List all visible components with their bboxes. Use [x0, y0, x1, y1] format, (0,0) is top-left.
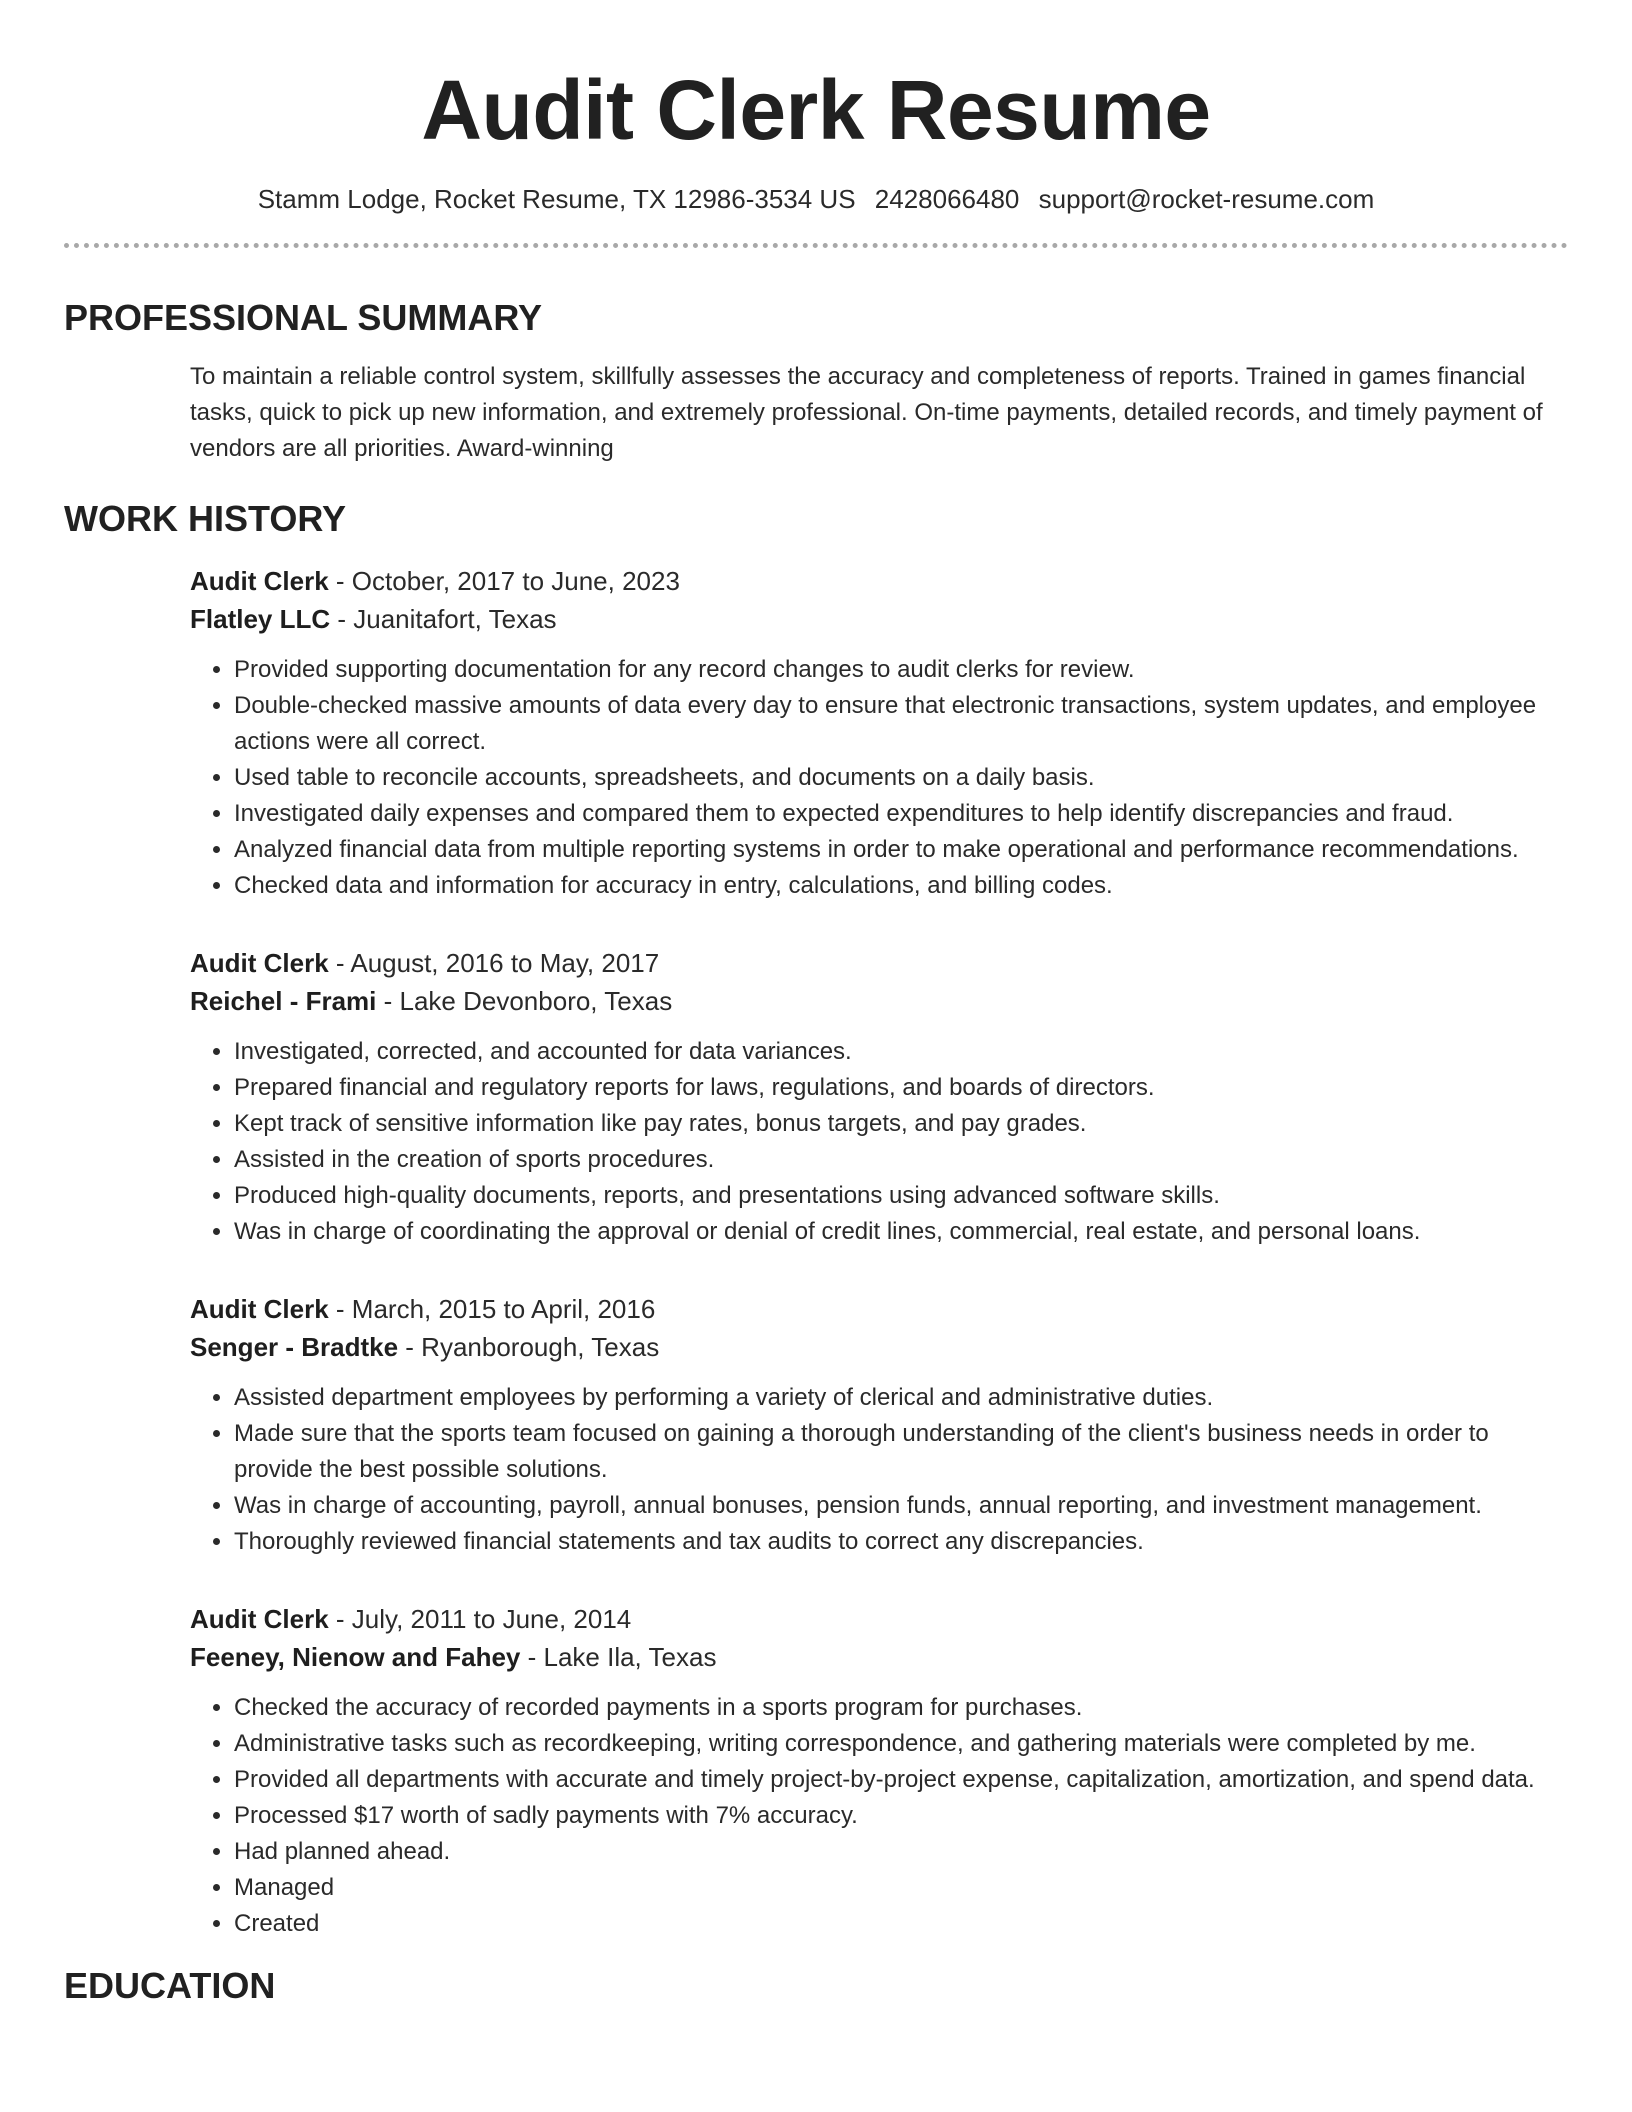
job-bullet: • Thoroughly reviewed financial statements and tax audits to correct any discrepancies. [234, 1524, 1568, 1560]
job-list [64, 562, 1568, 1942]
job-location: - Lake Ila, Texas [520, 1641, 717, 1672]
job-title-line [190, 1600, 1568, 1638]
job-bullets [190, 1690, 1568, 1942]
header-divider [64, 243, 1568, 248]
job-bullet: • Checked the accuracy of recorded payments in a sports program for purchases. [234, 1690, 1568, 1726]
job-title: Audit Clerk [190, 1603, 329, 1634]
job-bullet: • Administrative tasks such as recordkeeping, writing correspondence, and gathering materials were completed by me. [234, 1726, 1568, 1762]
job-dates: - March, 2015 to April, 2016 [328, 1293, 656, 1324]
job-company: Feeney, Nienow and Fahey [190, 1641, 521, 1672]
job-location: - Lake Devonboro, Texas [376, 985, 673, 1016]
work-history-heading: WORK HISTORY [64, 497, 347, 539]
job-bullet: • Was in charge of coordinating the approval or denial of credit lines, commercial, real estate, and personal loans. [234, 1214, 1568, 1250]
job-title: Audit Clerk [190, 947, 329, 978]
job-bullet: • Checked data and information for accuracy in entry, calculations, and billing codes. [234, 868, 1568, 904]
job-entry [190, 1290, 1568, 1560]
job-bullet: • Processed $17 worth of sadly payments with 7% accuracy. [234, 1798, 1568, 1834]
job-bullet: • Provided all departments with accurate and timely project-by-project expense, capitalization, amortization, and spend data. [234, 1762, 1568, 1798]
job-bullet: • Analyzed financial data from multiple reporting systems in order to make operational and performance recommendations. [234, 832, 1568, 868]
job-bullet: • Managed [234, 1870, 1568, 1906]
job-company-line [190, 1638, 1568, 1676]
job-company: Reichel - Frami [190, 985, 377, 1016]
job-bullets [190, 1380, 1568, 1560]
job-company-line [190, 600, 1568, 638]
job-title: Audit Clerk [190, 565, 329, 596]
resume-page [64, 0, 1568, 2007]
job-title: Audit Clerk [190, 1293, 329, 1324]
job-dates: - October, 2017 to June, 2023 [328, 565, 680, 596]
job-bullet: • Produced high-quality documents, reports, and presentations using advanced software skills. [234, 1178, 1568, 1214]
summary-heading: PROFESSIONAL SUMMARY [64, 296, 543, 338]
job-company-line [190, 1328, 1568, 1366]
job-dates: - July, 2011 to June, 2014 [328, 1603, 632, 1634]
education-heading: EDUCATION [64, 1964, 276, 2006]
job-bullet: • Double-checked massive amounts of data every day to ensure that electronic transactions, system updates, and employee actions were all correct. [234, 688, 1568, 760]
job-bullet: • Had planned ahead. [234, 1834, 1568, 1870]
job-title-line [190, 944, 1568, 982]
resume-title: Audit Clerk Resume [421, 63, 1211, 157]
summary-text: To maintain a reliable control system, skillfully assesses the accuracy and completeness of reports. Trained in games financial tasks, quick to pick up new information, and extremely professional. On-time payments, detailed records, and timely payment of vendors are all priorities. Award-winning [190, 362, 1543, 462]
job-bullets [190, 1034, 1568, 1250]
contact-line [64, 183, 1568, 217]
contact-address: Stamm Lodge, Rocket Resume, TX 12986-3534 US [257, 183, 856, 214]
job-entry [190, 562, 1568, 904]
job-company-line [190, 982, 1568, 1020]
job-bullet: • Provided supporting documentation for any record changes to audit clerks for review. [234, 652, 1568, 688]
job-title-line [190, 1290, 1568, 1328]
job-bullet: • Created [234, 1906, 1568, 1942]
job-bullet: • Investigated, corrected, and accounted for data variances. [234, 1034, 1568, 1070]
job-entry [190, 944, 1568, 1250]
job-bullet: • Was in charge of accounting, payroll, annual bonuses, pension funds, annual reporting, and investment management. [234, 1488, 1568, 1524]
contact-phone: 2428066480 [874, 183, 1020, 214]
job-bullet: • Kept track of sensitive information like pay rates, bonus targets, and pay grades. [234, 1106, 1568, 1142]
job-bullet: • Assisted in the creation of sports procedures. [234, 1142, 1568, 1178]
job-location: - Ryanborough, Texas [398, 1331, 660, 1362]
job-bullet: • Investigated daily expenses and compared them to expected expenditures to help identify discrepancies and fraud. [234, 796, 1568, 832]
job-entry [190, 1600, 1568, 1942]
job-company: Flatley LLC [190, 603, 331, 634]
job-bullet: • Used table to reconcile accounts, spreadsheets, and documents on a daily basis. [234, 760, 1568, 796]
job-bullets [190, 652, 1568, 904]
job-company: Senger - Bradtke [190, 1331, 399, 1362]
contact-email: support@rocket-resume.com [1038, 183, 1375, 214]
job-bullet: • Made sure that the sports team focused on gaining a thorough understanding of the client's business needs in order to provide the best possible solutions. [234, 1416, 1568, 1488]
job-bullet: • Assisted department employees by performing a variety of clerical and administrative duties. [234, 1380, 1568, 1416]
job-dates: - August, 2016 to May, 2017 [328, 947, 660, 978]
job-title-line [190, 562, 1568, 600]
job-bullet: • Prepared financial and regulatory reports for laws, regulations, and boards of directors. [234, 1070, 1568, 1106]
job-location: - Juanitafort, Texas [330, 603, 557, 634]
